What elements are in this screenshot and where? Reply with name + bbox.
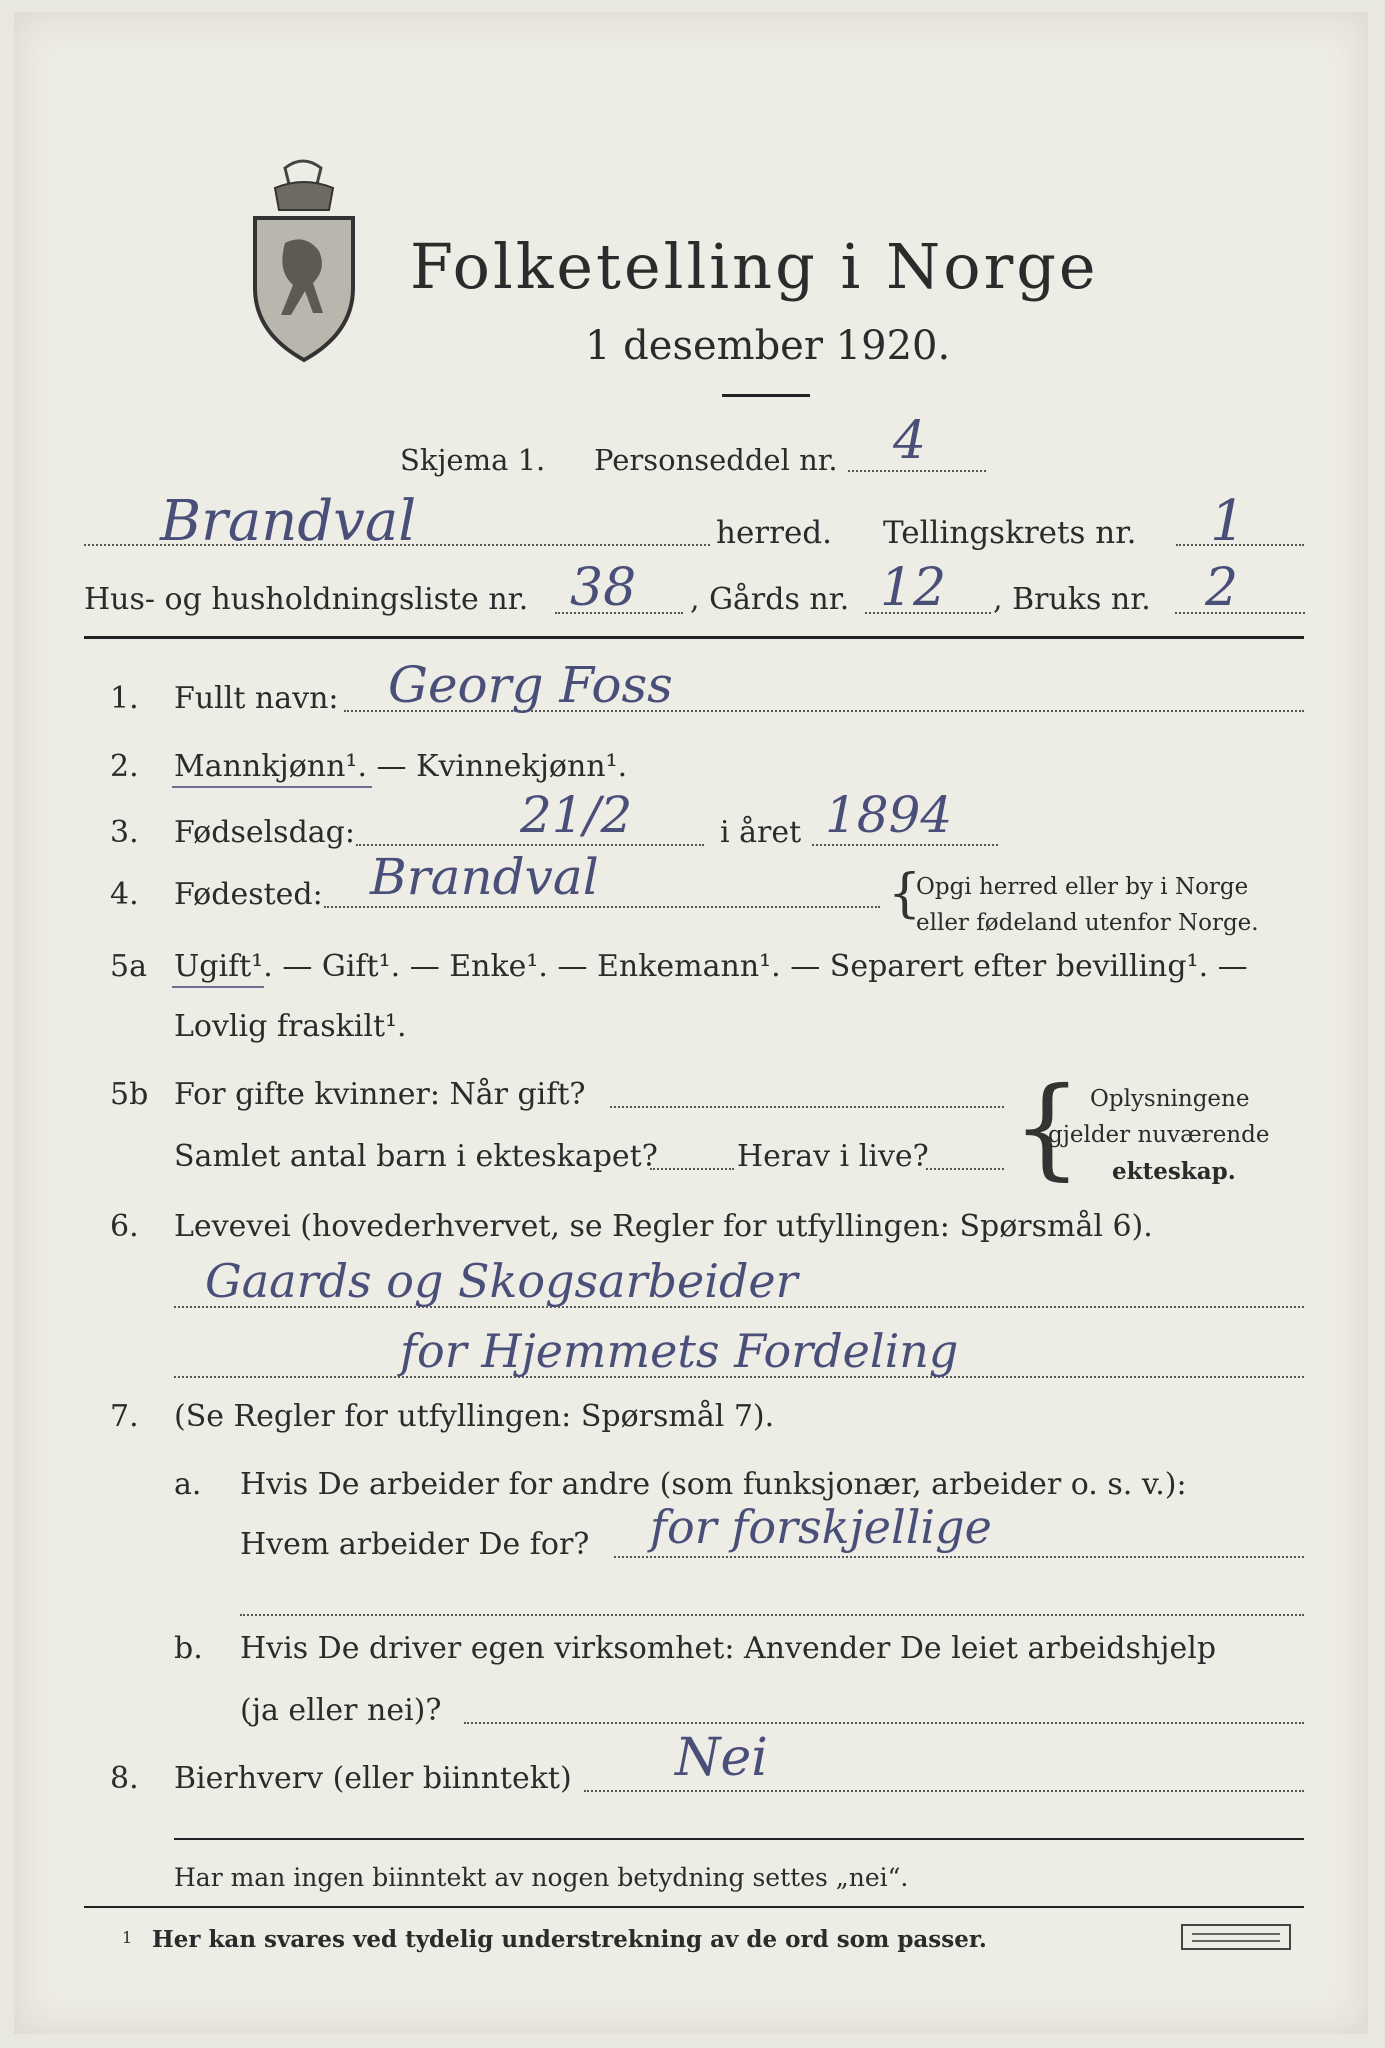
- year-line: [812, 844, 998, 846]
- employer-line-2: [240, 1614, 1304, 1616]
- q7a-letter: a.: [174, 1467, 202, 1502]
- census-date: 1 desember 1920.: [585, 323, 951, 369]
- personseddel-label: Personseddel nr.: [594, 443, 838, 477]
- personseddel-value: 4: [893, 411, 927, 471]
- q7-number: 7.: [110, 1399, 139, 1434]
- side-income-line: [584, 1790, 1304, 1792]
- footnote-text: Her kan svares ved tydelig understrekning av de ord som passer.: [152, 1926, 987, 1953]
- gender-options: Mannkjønn¹. — Kvinnekjønn¹.: [174, 749, 628, 784]
- printer-stamp-icon: [1180, 1922, 1292, 1952]
- q8-label: Bierhverv (eller biinntekt): [174, 1761, 572, 1796]
- full-name-value: Georg Foss: [388, 656, 673, 714]
- footnote-divider: [84, 1906, 1304, 1908]
- q4-label: Fødested:: [174, 877, 323, 912]
- footer-divider: [174, 1838, 1304, 1840]
- birth-year-value: 1894: [825, 786, 953, 844]
- bruks-label: , Bruks nr.: [993, 582, 1151, 617]
- q5b-note-line2: gjelder nuværende: [1048, 1122, 1270, 1148]
- q3-label: Fødselsdag:: [174, 815, 355, 850]
- ugift-underline: [172, 986, 264, 988]
- bruks-line: [1175, 612, 1305, 614]
- q7b-question: Hvis De driver egen virksomhet: Anvender De leiet arbeidshjelp: [240, 1631, 1217, 1666]
- hus-value: 38: [570, 558, 637, 618]
- herred-value: Brandval: [160, 489, 417, 554]
- q5b-number: 5b: [110, 1077, 149, 1112]
- tellingskrets-label: Tellingskrets nr.: [883, 515, 1137, 551]
- coat-of-arms-icon: [245, 158, 363, 363]
- mannkjonn-underline: [172, 786, 372, 788]
- bruks-value: 2: [1205, 558, 1239, 618]
- q1-number: 1.: [110, 681, 139, 716]
- children-total-line: [650, 1168, 734, 1170]
- side-income-value: Nei: [675, 1728, 768, 1788]
- q5a-number: 5a: [110, 949, 147, 984]
- q7-label: (Se Regler for utfyllingen: Spørsmål 7).: [174, 1399, 775, 1434]
- children-alive-line: [926, 1168, 1004, 1170]
- q7a-question: Hvis De arbeider for andre (som funksjonær, arbeider o. s. v.):: [240, 1467, 1187, 1502]
- q5b-children-total: Samlet antal barn i ekteskapet?: [174, 1139, 658, 1174]
- yes-no-line: [464, 1722, 1304, 1724]
- q5b-note-line3: ekteskap.: [1112, 1158, 1236, 1185]
- q6-number: 6.: [110, 1209, 139, 1244]
- form-title: Folketelling i Norge: [410, 230, 1099, 303]
- q2-number: 2.: [110, 749, 139, 784]
- footnote-mark: 1: [122, 1928, 133, 1947]
- q4-note-line2: eller fødeland utenfor Norge.: [916, 910, 1259, 936]
- birthday-line: [356, 844, 704, 846]
- q5b-married-when: For gifte kvinner: Når gift?: [174, 1077, 586, 1112]
- q4-number: 4.: [110, 877, 139, 912]
- birthplace-value: Brandval: [370, 848, 599, 906]
- header-divider: [84, 636, 1304, 639]
- q1-label: Fullt navn:: [174, 681, 339, 716]
- birthday-value: 21/2: [520, 786, 633, 844]
- q6-label: Levevei (hovederhvervet, se Regler for utfyllingen: Spørsmål 6).: [174, 1209, 1153, 1244]
- marital-status-options-cont: Lovlig fraskilt¹.: [174, 1009, 407, 1044]
- q5b-brace: {: [1012, 1063, 1082, 1191]
- title-divider: [722, 394, 810, 397]
- schema-label: Skjema 1.: [400, 443, 546, 477]
- q8-number: 8.: [110, 1761, 139, 1796]
- q7b-yes-no-label: (ja eller nei)?: [240, 1693, 442, 1728]
- q5b-children-alive: Herav i live?: [737, 1139, 929, 1174]
- occupation-value-line2: for Hjemmets Fordeling: [400, 1324, 959, 1378]
- footer-note: Har man ingen biinntekt av nogen betydning settes „nei“.: [174, 1863, 909, 1892]
- gards-label: , Gårds nr.: [690, 582, 850, 617]
- q3-number: 3.: [110, 815, 139, 850]
- birthplace-line: [324, 906, 880, 908]
- occupation-value-line1: Gaards og Skogsarbeider: [205, 1254, 798, 1308]
- q4-brace: {: [888, 864, 922, 924]
- hus-label: Hus- og husholdningsliste nr.: [84, 582, 529, 617]
- year-label: i året: [720, 815, 802, 850]
- q7a-employer-label: Hvem arbeider De for?: [240, 1527, 590, 1562]
- employer-line-1: [614, 1556, 1304, 1558]
- married-when-line: [610, 1106, 1004, 1108]
- gards-value: 12: [880, 558, 947, 618]
- q7b-letter: b.: [174, 1631, 203, 1666]
- marital-status-options: Ugift¹. — Gift¹. — Enke¹. — Enkemann¹. — Separert efter bevilling¹. —: [174, 949, 1248, 984]
- tellingskrets-value: 1: [1210, 489, 1246, 554]
- employer-value: for forskjellige: [650, 1500, 992, 1554]
- q4-note-line1: Opgi herred eller by i Norge: [916, 874, 1249, 900]
- herred-label: herred.: [716, 515, 832, 551]
- q5b-note-line1: Oplysningene: [1090, 1086, 1250, 1112]
